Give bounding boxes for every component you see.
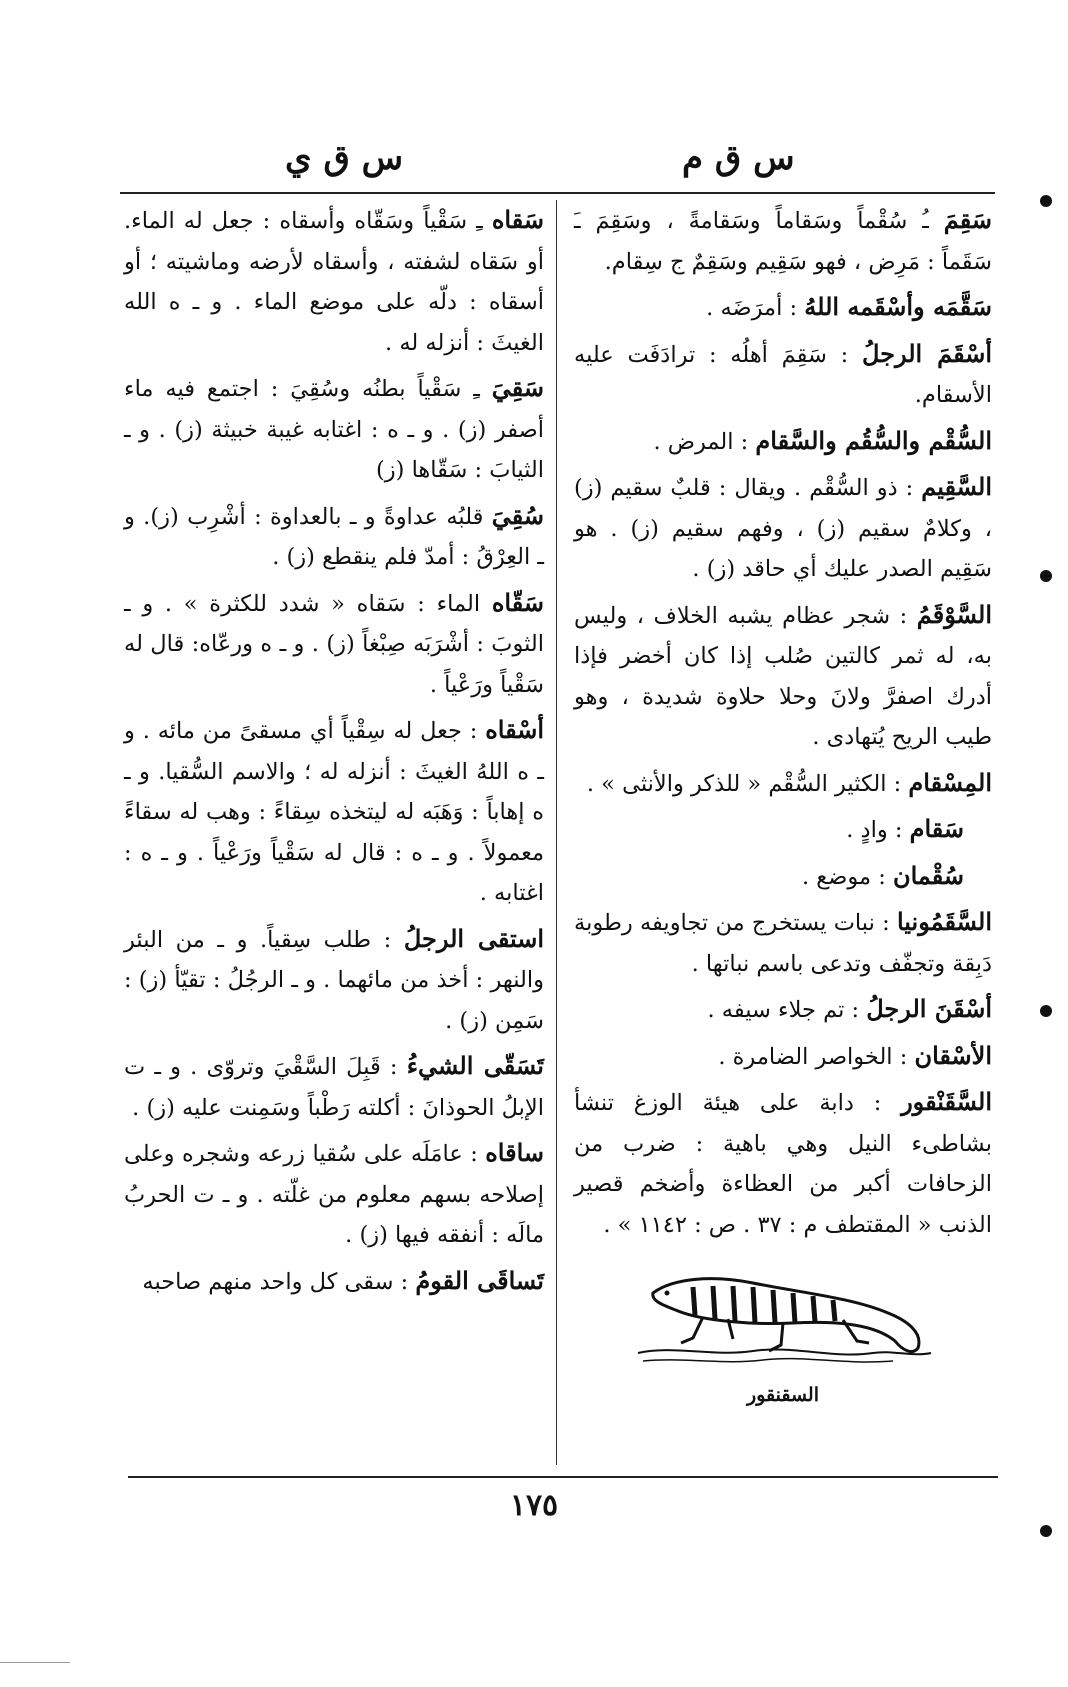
bottom-rule: [128, 1476, 998, 1478]
entry-definition: : الكثير السُّقْم « للذكر والأنثى » .: [586, 770, 909, 797]
entry-headword: سَقام: [909, 814, 964, 843]
dictionary-entry: [124, 1046, 544, 1128]
entry-headword: أسْقَمَ الرجلُ: [861, 338, 993, 368]
margin-mark: [1040, 195, 1052, 207]
entry-headword: ساقاه: [485, 1138, 544, 1167]
entry-definition: : المرض .: [653, 428, 756, 455]
entry-headword: سَقّاه: [491, 587, 544, 617]
figure-caption: السقنقور: [747, 1384, 819, 1406]
entry-headword: استقى الرجلُ: [403, 923, 544, 953]
entry-definition: : سقى كل واحد منهم صاحبه: [142, 1268, 416, 1295]
entry-headword: سُقْمان: [892, 860, 964, 890]
entry-headword: سَقاه: [491, 205, 544, 234]
page-number: ١٧٥: [509, 1488, 559, 1523]
margin-mark: [1040, 570, 1052, 582]
dictionary-entry: [124, 1133, 544, 1256]
entry-definition: : أمرَضَه .: [706, 295, 805, 321]
entry-definition: : ذو السُّقْم . ويقال : قلبٌ سقيم (ز) ، وكلامٌ سقيم (ز) ، وفهم سقيم (ز) . هو سَقِيم الصدر عليك أي حاقد (ز) .: [574, 475, 992, 582]
dictionary-entry: [574, 200, 992, 282]
margin-mark: [1040, 1525, 1052, 1537]
dictionary-entry: [574, 595, 992, 758]
entry-definition: : الخواصر الضامرة .: [718, 1043, 915, 1070]
entry-definition: : شجر عظام يشبه الخلاف ، وليس به، له ثمر كالتين صُلب إذا كان أخضر فإذا أدرك اصفرَّ ولانَ وحلا حلاوة شديدة ، وهو طيب الريح يُتهادى .: [574, 602, 992, 750]
entry-headword: سَقَّمَه وأسْقَمه اللهُ: [804, 292, 992, 321]
entry-definition: : سَقِمَ أهلُه : ترادَفَت عليه الأسقام.: [574, 341, 992, 408]
entry-definition: الماء : سَقاه « شدد للكثرة » . و ـ الثوبَ : أشْرَبَه صِبْغاً (ز) . و ـ ه ورعّاه: قال له سَقْياً ورَعْياً .: [124, 590, 544, 698]
dictionary-entry: [574, 287, 992, 329]
dictionary-entry: [574, 856, 992, 898]
dictionary-entry: [574, 467, 992, 590]
entry-headword: السَّقَنْقور: [901, 1087, 992, 1116]
dictionary-entry: [124, 583, 544, 706]
entry-definition: : دابة على هيئة الوزغ تنشأ بشاطىء النيل وهي باهية : ضرب من الزحافات أكبر من العظاءة وأضخم قصير الذنب « المقتطف م : ٣٧ . ص : ١١٤٢ » .: [574, 1090, 992, 1238]
entry-headword: السُّقْم والسُّقُم والسَّقام: [755, 425, 992, 455]
entry-definition: : نبات يستخرج من تجاويفه رطوبة دَبِقة وتجفّف وتدعى باسم نباتها .: [574, 910, 992, 977]
dictionary-entry: [124, 496, 544, 578]
entry-headword: السَّوْقَمُ: [916, 599, 992, 629]
entry-headword: أسْقاه: [485, 715, 544, 744]
top-rule: [120, 192, 995, 194]
dictionary-entry: [124, 200, 544, 363]
column-divider: [556, 200, 557, 1465]
entry-definition: ـُ سُقْماً وسَقاماً وسَقامةً ، وسَقِمَ ـَ سَقَماً : مَرِض ، فهو سَقِيم وسَقِمٌ ج سِقام.: [574, 208, 992, 275]
left-column-root-header: س ق ي: [285, 138, 404, 178]
entry-headword: السَّقِيم: [921, 472, 992, 501]
entry-headword: تَساقَى القومُ: [415, 1265, 544, 1295]
dictionary-entry: [574, 763, 992, 805]
entry-headword: الأسْقان: [914, 1040, 992, 1070]
dictionary-entry: [124, 919, 544, 1042]
entry-definition: ـِ سَقْياً بطنُه وسُقِيَ : اجتمع فيه ماء أصفر (ز) . و ـ ه : اغتابه غيبة خبيثة (ز) . و ـ الثيابَ : سَقّاها (ز): [124, 376, 544, 483]
entry-definition: : عامَلَه على سُقيا زرعه وشجره وعلى إصلاحه بسهم معلوم من غلّته . و ـ ت الحربُ مالَه : أنفقه فيها (ز) .: [124, 1141, 544, 1248]
scan-edge-line: [0, 1662, 70, 1663]
entry-definition: : جعل له سِقْياً أي مسقىً من مائه . و ـ ه اللهُ الغيثَ : أنزله له ؛ والاسم السُّقيا. و ـ ه إهاباً : وَهَبَه له ليتخذه سِقاءً : وهب له سقاءً معمولاً . و ـ ه : قال له سَقْياً ورَعْياً . و ـ ه : اغتابه .: [124, 718, 544, 906]
entry-definition: قلبُه عداوةً و ـ بالعداوة : أشْرِب (ز). و ـ العِرْقُ : أمدّ فلم ينقطع (ز) .: [124, 503, 544, 570]
right-column: [574, 200, 992, 1416]
dictionary-entry: [574, 902, 992, 984]
left-column: [124, 200, 544, 1307]
entry-headword: المِسْقام: [908, 767, 992, 797]
dictionary-entry: [124, 1261, 544, 1303]
skink-icon: [633, 1253, 933, 1373]
dictionary-entry: [124, 710, 544, 914]
margin-mark: [1040, 1005, 1052, 1017]
entry-headword: السَّقَمُونيا: [896, 907, 992, 936]
entry-definition: : تم جلاء سيفه .: [707, 997, 867, 1023]
entry-headword: أسْقَنَ الرجلُ: [866, 994, 992, 1023]
entry-definition: : قَبِلَ السَّقْيَ وتروّى . و ـ ت الإبلُ الحوذانَ : أكلته رَطْباً وسَمِنت عليه (ز) .: [124, 1054, 544, 1121]
dictionary-entry: [574, 809, 992, 851]
right-column-root-header: س ق م: [682, 138, 795, 178]
dictionary-entry: [574, 1082, 992, 1245]
entry-definition: ـِ سَقْياً وسَقّاه وأسقاه : جعل له الماء. أو سَقاه لشفته ، وأسقاه لأرضه وماشيته ؛ أو أسقاه : دلّه على موضع الماء . و ـ ه الله الغيثَ : أنزله له .: [124, 208, 544, 356]
dictionary-entry: [574, 421, 992, 463]
skink-illustration: [574, 1253, 992, 1416]
entry-headword: سَقِيَ: [491, 373, 544, 402]
dictionary-entry: [574, 989, 992, 1031]
entry-definition: : موضع .: [801, 863, 893, 890]
entry-headword: تَسَقّى الشيءُ: [406, 1051, 544, 1080]
dictionary-entry: [574, 1036, 992, 1078]
dictionary-entry: [124, 368, 544, 491]
entry-definition: : طلب سِقياً. و ـ من البئر والنهر : أخذ من مائهما . و ـ الرجُلُ : تقيّأ (ز) : سَمِن (ز) .: [124, 926, 544, 1034]
entry-headword: سُقِيَ: [491, 500, 544, 530]
dictionary-entry: [574, 334, 992, 416]
entry-headword: سَقِمَ: [943, 205, 992, 234]
entry-definition: : وادٍ .: [846, 817, 910, 843]
